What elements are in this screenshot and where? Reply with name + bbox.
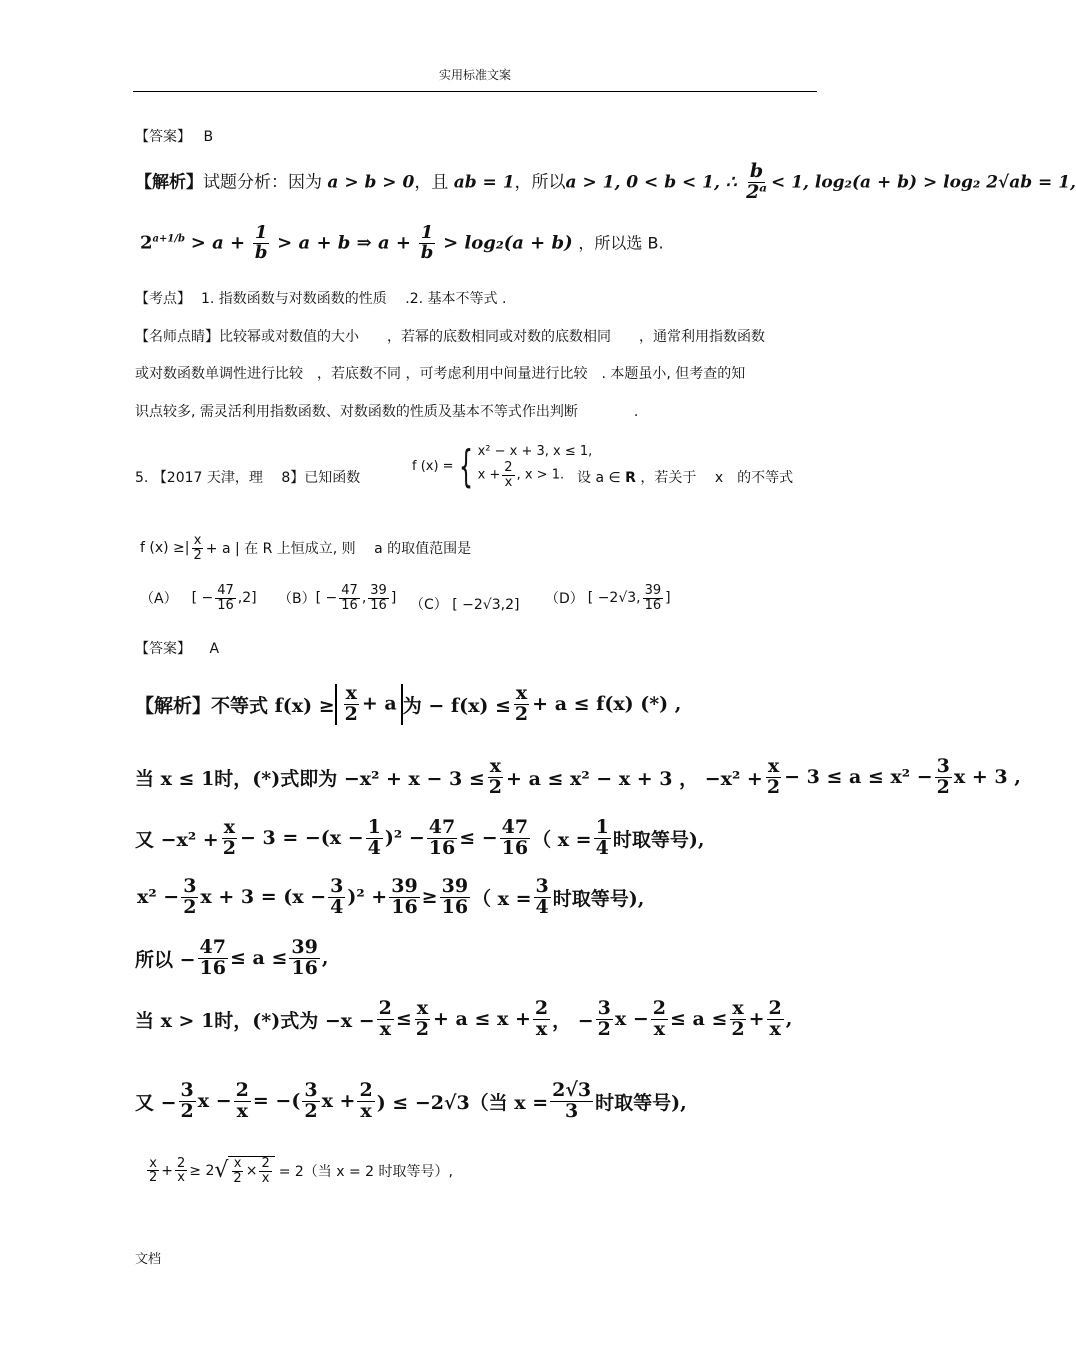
analysis-so: ，所以 [514, 172, 566, 193]
q4-analysis-line1 [135, 162, 1076, 203]
analysis-cond1: a > b > 0 [327, 172, 415, 193]
given-tail: ，若关于 x 的不等式 [640, 470, 794, 486]
answer-label: 【答案】 [135, 129, 191, 145]
q4-mingshi-line3: 识点较多, 需灵活利用指数函数、对数函数的性质及基本不等式作出判断 . [135, 404, 639, 420]
cond-tail: + a | 在 R 上恒成立, 则 a 的取值范围是 [205, 541, 472, 558]
mingshi-label: 【名师点睛】 [135, 329, 219, 345]
option-c: （C） [ −2√3,2] [410, 597, 520, 613]
kaodian-label: 【考点】 [135, 291, 191, 307]
option-b: （B） [ − $\frac{47}{16}$ , $\frac{39}{16}$ ] [278, 583, 397, 613]
q5-answer [135, 638, 219, 658]
power-exponent: a+1/b [152, 233, 185, 245]
q5-answer-label: 【答案】 [135, 641, 191, 657]
answer-value: B [203, 129, 214, 145]
given-set: R [625, 470, 636, 486]
analysis-and: ，且 [414, 172, 449, 193]
frac-b-over-2a: $\frac{b}{\text{2ᵃ}}$ [746, 160, 768, 203]
line2-tail: ，所以选 B. [578, 233, 664, 253]
frac-1-over-b: $\frac{1}{b}$ [254, 222, 268, 263]
abs-value-bars: $\frac{x}{2}$ + a [335, 684, 403, 725]
header-rule [133, 91, 817, 92]
q5-header [135, 467, 360, 487]
sol-line3: 又 −x² + $\frac{x}{2}$ − 3 = −(x − $\frac{1}{4}$ )² − $\frac{47}{16}$ ≤ − $\frac{47}{16}$ （ x = $\frac{1}{4}$ 时取等号), [135, 816, 705, 859]
case1: x² − x + 3, x ≤ 1, [477, 444, 593, 459]
option-a: （A） [ − $\frac{47}{16}$ ,2] [140, 583, 257, 613]
option-b-label: （B） [278, 591, 316, 608]
sol-line7: 又 − $\frac{3}{2}$ x − $\frac{2}{x}$ = −( $\frac{3}{2}$ x + $\frac{2}{x}$ ) ≤ −2√3（当 x = $\frac{2√3}{3}$ 时取等号), [135, 1079, 687, 1122]
case2: x + $\frac{2}{x}$ , x > 1. [477, 459, 565, 490]
analysis-cond2: ab = 1 [453, 172, 515, 193]
option-c-label: （C） [410, 597, 448, 613]
cond-start: f (x) ≥| [140, 540, 190, 557]
page-header-title: 实用标准文案 [438, 68, 511, 82]
q4-analysis-line2 [140, 224, 664, 263]
sqrt-content: $\frac{x}{2}$ × $\frac{2}{x}$ [228, 1156, 274, 1185]
given-text: 设 a ∈ [577, 470, 621, 486]
power-base: 2 [140, 232, 153, 254]
line2-part2: > a + b ⇒ a + [277, 232, 412, 254]
option-a-label: （A） [140, 591, 178, 608]
sol-line2: 当 x ≤ 1时，(*)式即为 −x² + x − 3 ≤ $\frac{x}{2}$ + a ≤ x² − x + 3 ， −x² + $\frac{x}{2}$ − 3 ≤ a ≤ x² − $\frac{3}{2}$ x + 3 , [135, 755, 1021, 798]
option-d: （D） [ −2√3, $\frac{39}{16}$ ] [545, 583, 671, 613]
q5-condition [140, 534, 471, 562]
sol-line6: 当 x > 1时，(*)式为 −x − $\frac{2}{x}$ ≤ $\frac{x}{2}$ + a ≤ x + $\frac{2}{x}$ ， − $\frac{3}{2}$ x − $\frac{2}{x}$ ≤ a ≤ $\frac{x}{2}$ + $\frac{2}{x}$ , [135, 997, 793, 1040]
frac-1-over-b-2: $\frac{1}{b}$ [420, 222, 434, 263]
q5-given [577, 467, 793, 487]
q5-source: 【2017 天津，理 8】已知函数 [152, 470, 361, 486]
analysis-intro: 试题分析：因为 [203, 172, 322, 193]
kaodian-text: 1. 指数函数与对数函数的性质 .2. 基本不等式 . [201, 291, 507, 307]
q5-piecewise-function [412, 440, 593, 492]
left-brace: { [458, 440, 473, 492]
page-footer: 文档 [135, 1252, 162, 1267]
q4-answer [135, 126, 213, 146]
line2-part3: > log₂(a + b) [443, 232, 573, 254]
cases-block [478, 444, 593, 489]
option-d-label: （D） [545, 591, 584, 608]
func-name: f (x) = [412, 459, 454, 475]
frac-2-over-x: $\frac{2}{x}$ [504, 459, 513, 490]
q5-number: 5. [135, 470, 149, 486]
analysis-cond3: a > 1, 0 < b < 1, ∴ [565, 172, 737, 193]
q5-answer-value: A [209, 641, 220, 657]
q4-mingshi-line2: 或对数函数单调性进行比较 ，若底数不同 ，可考虑利用中间量进行比较 . 本题虽小, 但考查的知 [135, 366, 746, 382]
analysis-ineq-tail: < 1, log₂(a + b) > log₂ 2√ab = 1, [771, 172, 1076, 193]
mingshi-line1: 比较幂或对数值的大小 ，若幂的底数相同或对数的底数相同 ，通常利用指数函数 [219, 329, 765, 345]
sol-line1: 【解析】 不等式 f(x) ≥ $\frac{x}{2}$ + a 为 − f(x) ≤ $\frac{x}{2}$ + a ≤ f(x) (*) , [135, 682, 682, 725]
q4-kaodian [135, 288, 506, 308]
frac-x-over-2: $\frac{x}{2}$ [193, 533, 202, 563]
analysis-label: 【解析】 [135, 172, 203, 193]
sol-line4: x² − $\frac{3}{2}$ x + 3 = (x − $\frac{3}{4}$ )² + $\frac{39}{16}$ ≥ $\frac{39}{16}$ （ x = $\frac{3}{4}$ 时取等号), [137, 875, 645, 918]
frac-47-16: $\frac{47}{16}$ [217, 583, 234, 613]
sqrt-sign: √ [214, 1158, 229, 1184]
q4-mingshi-line1 [135, 326, 765, 346]
sol-line8: $\frac{x}{2}$ + $\frac{2}{x}$ ≥ 2 √ $\frac{x}{2}$ × $\frac{2}{x}$ = 2（当 x = 2 时取等号）, [149, 1155, 453, 1186]
line2-part1: > a + [190, 232, 246, 254]
sol-line5: 所以 − $\frac{47}{16}$ ≤ a ≤ $\frac{39}{16}$ , [135, 936, 329, 979]
